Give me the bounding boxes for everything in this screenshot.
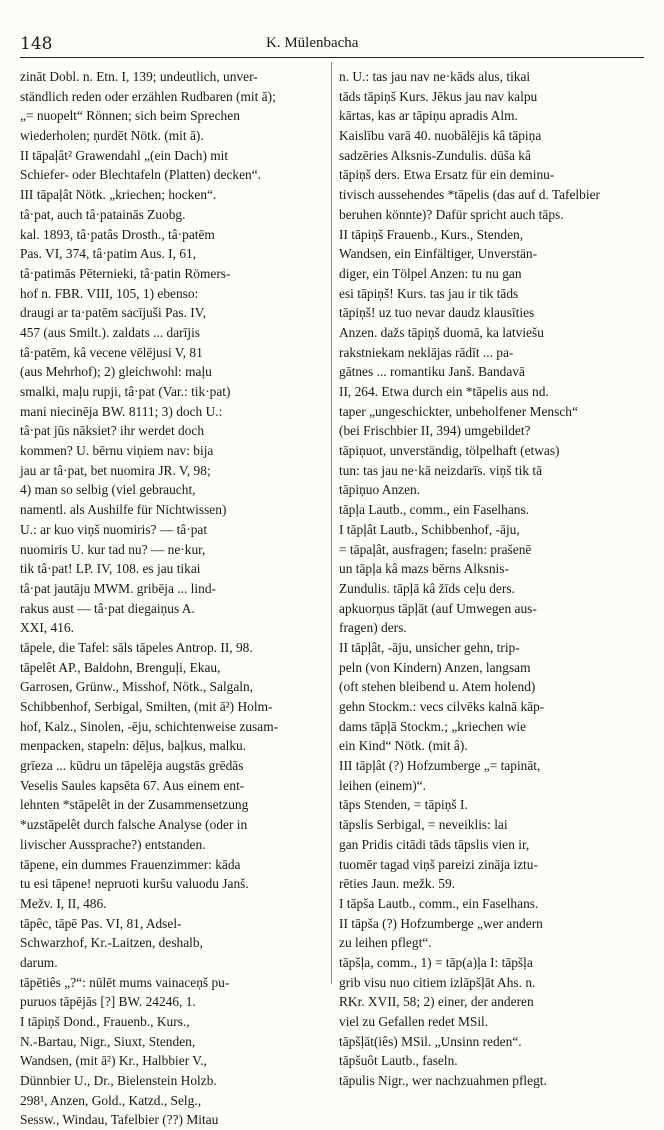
text-line: smalki, maļu rupji, tâ·pat (Var.: tik·pat) <box>20 384 231 399</box>
text-line: dams tāpļā Stockm.; „kriechen wie <box>339 718 527 734</box>
text-line: nuomiris U. kur tad nu? — ne·kur, <box>20 541 206 557</box>
text-line: tāpētiês „?“: nūlēt mums vainaceņš pu- <box>20 974 230 990</box>
text-line: gehn Stockm.: vecs cilvēks kalnā kāp- <box>339 699 545 714</box>
text-line: kal. 1893, tâ·patâs Drosth., tâ·patēm <box>20 226 215 242</box>
text-line: menpacken, stapeln: dēļus, baļkus, malku. <box>20 738 247 754</box>
text-line: II, 264. Etwa durch ein *tāpelis aus nd. <box>339 384 549 399</box>
text-line: I tāpiņš Dond., Frauenb., Kurs., <box>20 1014 190 1029</box>
text-line: draugi ar ta·patēm sacījuši Pas. IV, <box>20 305 207 321</box>
text-line: II tāpiņš Frauenb., Kurs., Stenden, <box>339 226 524 242</box>
text-line: grīeza ... kūdru un tāpelēja augstās grēdās <box>20 758 244 774</box>
text-line: Wandsen, ein Einfältiger, Unverstän- <box>339 246 538 262</box>
text-line: n. U.: tas jau nav ne·kāds alus, tikai <box>339 69 531 84</box>
text-line: tāps Stenden, = tāpiņš I. <box>339 797 468 813</box>
text-line: tuomēr tagad viņš pareizi zināja iztu- <box>339 856 538 872</box>
text-line: livischer Aussprache?) entstanden. <box>20 836 206 852</box>
text-line: namentl. als Aushilfe für Nichtwissen) <box>20 502 227 518</box>
text-line: tâ·pat, auch tâ·patainās Zuobg. <box>20 206 186 222</box>
text-line: rēties Jaun. mežk. 59. <box>339 876 456 892</box>
text-line: darum. <box>20 954 58 970</box>
text-line: = tāpaļât, ausfragen; faseln: prašenē <box>339 541 532 557</box>
text-line: tāpiņuo Anzen. <box>339 482 421 498</box>
text-line: leihen (einem)“. <box>339 777 426 793</box>
text-line: Sessw., Windau, Tafelbier (??) Mitau <box>20 1112 219 1128</box>
text-line: puruos tāpējās [?] BW. 24246, 1. <box>20 994 196 1010</box>
text-line: tâ·patimās Pēternieki, tâ·patin Römers- <box>20 265 231 281</box>
text-line: tāpšļa, comm., 1) = tāp(a)ļa I: tāpšļa <box>339 954 533 970</box>
text-line: kommen? U. bērnu viņiem nav: bija <box>20 443 214 459</box>
text-line: tâ·pat jūs nāksiet? ihr werdet doch <box>20 423 205 439</box>
text-line: Schiefer- oder Blechtafeln (Platten) decken“. <box>20 167 262 183</box>
text-line: U.: ar kuo viņš nuomiris? — tâ·pat <box>20 521 208 537</box>
text-line: peln (von Kindern) Anzen, langsam <box>339 659 531 675</box>
text-line: (oft stehen bleibend u. Atem holend) <box>339 679 536 695</box>
text-line: Anzen. dažs tāpiņš duomā, ka latviešu <box>339 324 544 340</box>
text-line: tik tâ·pat! LP. IV, 108. es jau tikai <box>20 561 201 577</box>
text-line: II tāpša (?) Hofzumberge „wer andern <box>339 915 543 931</box>
text-line: Pas. VI, 374, tâ·patim Aus. I, 61, <box>20 246 197 262</box>
text-line: apkuorņus tāpļāt (auf Umwegen aus- <box>339 600 537 616</box>
text-line: ständlich reden oder erzählen Rudbaren (mit ā); <box>20 88 276 104</box>
page-number: 148 <box>20 34 53 54</box>
text-line: viel zu Gefallen redet MSil. <box>339 1014 489 1029</box>
text-line: tâ·pat jautāju MWM. gribēja ... lind- <box>20 580 216 596</box>
text-line: Garrosen, Grünw., Misshof, Nötk., Salgaln, <box>20 679 254 695</box>
text-line: tāds tāpiņš Kurs. Jēkus jau nav kalpu <box>339 88 538 104</box>
text-line: wiederholen; ņurdēt Nötk. (mit ā). <box>20 128 204 144</box>
text-line: II tāpļât, -āju, unsicher gehn, trip- <box>339 639 520 655</box>
text-line: grib visu nuo citiem izlāpšļāt Ahs. n. <box>339 974 536 990</box>
text-line: zu leihen pflegt“. <box>339 935 432 951</box>
text-line: Dünnbier U., Dr., Bielenstein Holzb. <box>20 1073 217 1089</box>
text-line: beruhen könnte)? Dafür spricht auch tāps. <box>339 206 564 222</box>
text-line: gan Pridis citādi tāds tāpslis vien ir, <box>339 836 530 852</box>
text-line: rakus aust — tâ·pat diegaiņus A. <box>20 600 195 616</box>
text-line: I tāpša Lautb., comm., ein Faselhans. <box>339 895 539 911</box>
text-line: sadzēries Alksnis-Zundulis. dūša kâ <box>339 147 531 163</box>
text-line: Schwarzhof, Kr.-Laitzen, deshalb, <box>20 935 203 951</box>
text-line: rakstniekam neklājas rādīt ... pa- <box>339 344 514 360</box>
text-line: 4) man so selbig (viel gebraucht, <box>20 482 196 498</box>
text-line: tāpslis Serbigal, = neveiklis: lai <box>339 817 508 833</box>
text-line: hof, Kalz., Sinolen, -ēju, schichtenweise zusam- <box>20 718 279 734</box>
text-line: III tāpaļât Nötk. „kriechen; hocken“. <box>20 187 217 203</box>
text-line: tāpene, ein dummes Frauenzimmer: kāda <box>20 856 241 872</box>
text-line: III tāpļât (?) Hofzumberge „= tapināt, <box>339 758 541 774</box>
text-line: tun: tas jau ne·kā neizdarīs. viņš tik tā <box>339 462 543 478</box>
text-line: Mežv. I, II, 486. <box>20 895 107 911</box>
text-line: N.-Bartau, Nigr., Siuxt, Stenden, <box>20 1033 196 1049</box>
column-divider <box>331 62 332 984</box>
text-line: 457 (aus Smilt.). zaldats ... darījis <box>20 324 201 340</box>
text-line: tāpêc, tāpē Pas. VI, 81, Adsel- <box>20 915 182 931</box>
text-line: tāpšļāt(iês) MSil. „Unsinn reden“. <box>339 1033 522 1049</box>
text-line: tāpšuôt Lautb., faseln. <box>339 1053 458 1069</box>
text-line: un tāpļa kâ mazs bērns Alksnis- <box>339 561 509 577</box>
text-line: tāpelêt AP., Baldohn, Brenguļi, Ekau, <box>20 659 221 675</box>
text-line: tāpele, die Tafel: sāls tāpeles Antrop. II, 98. <box>20 639 253 655</box>
text-line: RKr. XVII, 58; 2) einer, der anderen <box>339 994 534 1010</box>
text-line: jau ar tâ·pat, bet nuomira JR. V, 98; <box>20 462 211 478</box>
text-line: Wandsen, (mit ā²) Kr., Halbbier V., <box>20 1053 207 1069</box>
text-line: *uzstāpelêt durch falsche Analyse (oder in <box>20 817 248 833</box>
text-line: hof n. FBR. VIII, 105, 1) ebenso: <box>20 285 199 301</box>
text-line: tāpiņš ders. Etwa Ersatz für ein deminu- <box>339 167 555 183</box>
text-line: I tāpļât Lautb., Schibbenhof, -āju, <box>339 521 520 537</box>
text-line: Veselis Saules kapsēta 67. Aus einem ent- <box>20 777 245 793</box>
text-line: tāpiņš! uz tuo nevar daudz klausīties <box>339 305 535 321</box>
text-line: Zundulis. tāpļā kâ žīds ceļu ders. <box>339 580 515 596</box>
text-line: kārtas, kas ar tāpiņu apradis Alm. <box>339 108 518 124</box>
text-line: gātnes ... romantiku Janš. Bandavā <box>339 364 525 380</box>
text-line: tu esi tāpene! nepruoti kuršu valuodu Janš. <box>20 876 249 892</box>
text-line: 298¹, Anzen, Gold., Katzd., Selg., <box>20 1092 202 1108</box>
text-line: ein Kind“ Nötk. (mit â). <box>339 738 468 754</box>
text-line: tivisch aussehendes *tāpelis (das auf d. Tafelbier <box>339 187 600 203</box>
text-line: zināt Dobl. n. Etn. I, 139; undeutlich, unver- <box>20 69 258 84</box>
page-header <box>20 34 644 56</box>
text-line: taper „ungeschickter, unbeholfener Mensch“ <box>339 403 578 419</box>
text-line: „= nuopelt“ Rönnen; sich beim Sprechen <box>20 108 240 124</box>
text-line: tāpulis Nigr., wer nachzuahmen pflegt. <box>339 1073 547 1089</box>
text-line: Kaislību varā 40. nuobālējis kâ tāpiņa <box>339 128 542 144</box>
text-line: tāpļa Lautb., comm., ein Faselhans. <box>339 502 530 518</box>
right-column <box>339 67 647 1091</box>
text-line: tāpiņuot, unverständig, tölpelhaft (etwas) <box>339 443 560 459</box>
text-line: (aus Mehrhof); 2) gleichwohl: maļu <box>20 364 212 380</box>
text-line: II tāpaļât² Grawendahl „(ein Dach) mit <box>20 147 229 163</box>
text-line: esi tāpiņš! Kurs. tas jau ir tik tāds <box>339 285 519 301</box>
text-line: XXI, 416. <box>20 620 74 636</box>
text-line: tâ·patēm, kâ vecene vēlējusi V, 81 <box>20 344 203 360</box>
left-column <box>20 67 326 1130</box>
text-line: diger, ein Tölpel Anzen: tu nu gan <box>339 265 522 281</box>
text-line: lehnten *stāpelêt in der Zusammensetzung <box>20 797 249 813</box>
text-line: fragen) ders. <box>339 620 407 636</box>
header-rule <box>20 57 644 58</box>
running-head: K. Mülenbacha <box>266 35 359 51</box>
text-line: mani niecinēja BW. 8111; 3) doch U.: <box>20 403 223 419</box>
text-line: Schibbenhof, Serbigal, Smilten, (mit ā²) Holm- <box>20 699 273 714</box>
text-line: (bei Frischbier II, 394) umgebildet? <box>339 423 531 439</box>
